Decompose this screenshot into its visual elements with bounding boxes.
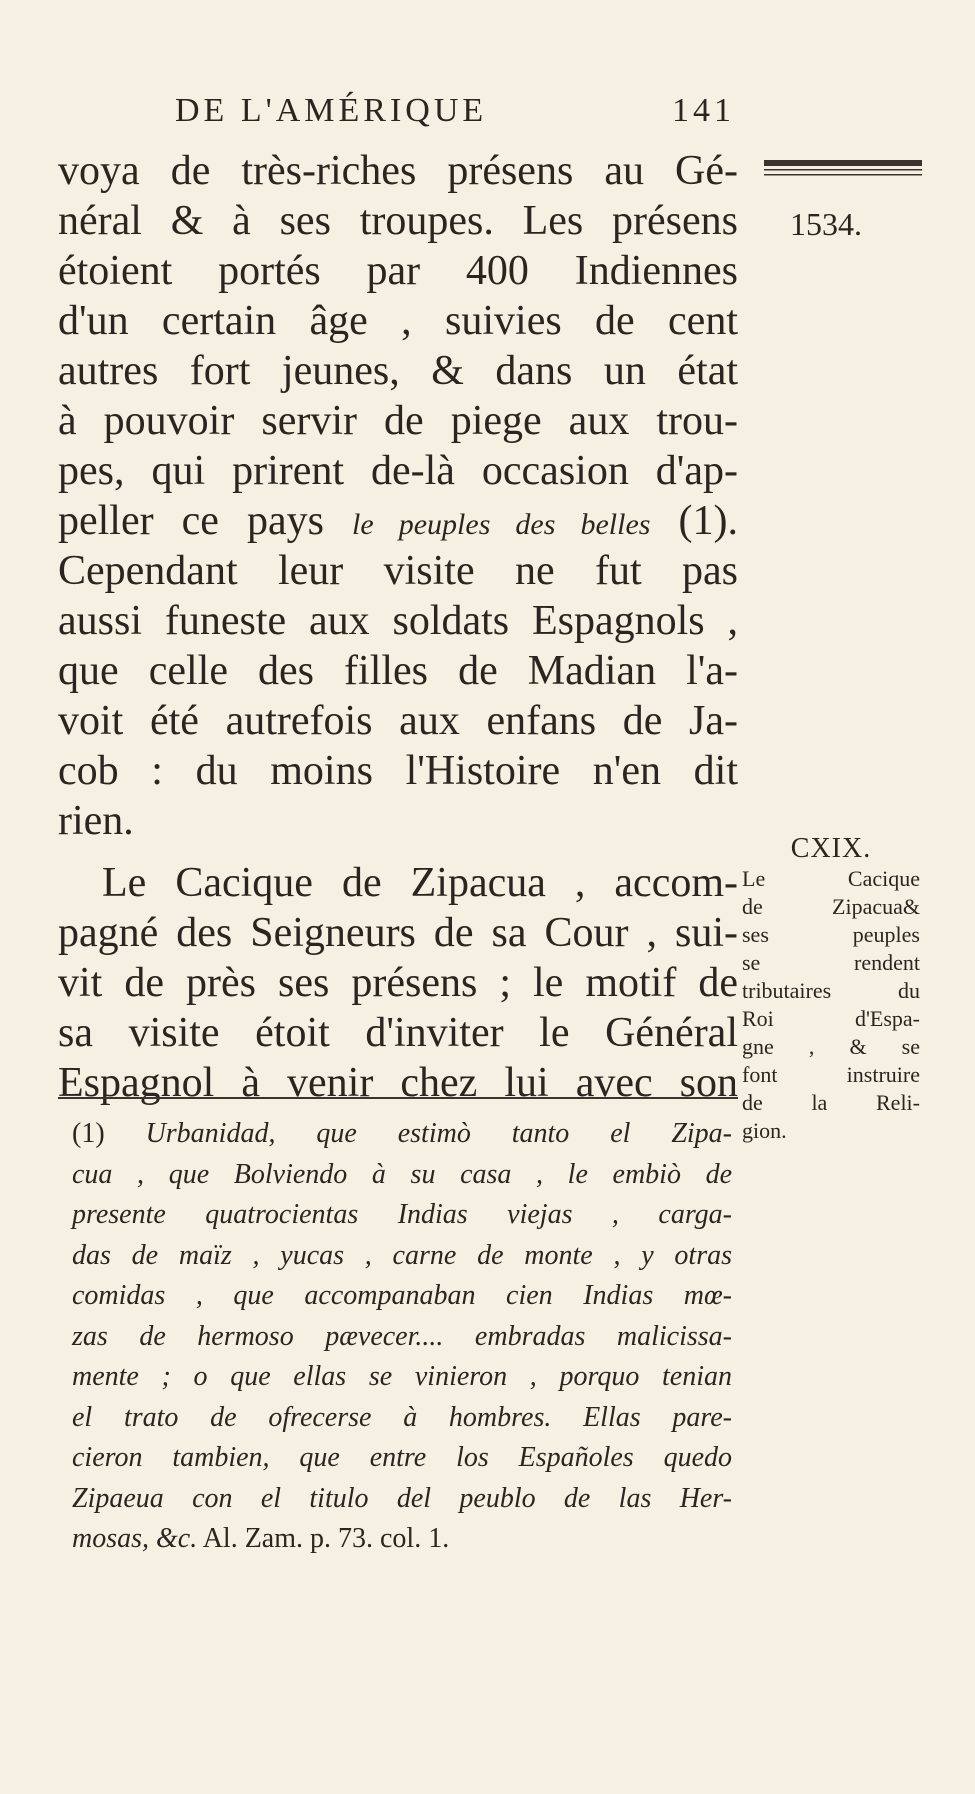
marginal-line: Le Cacique — [742, 866, 920, 891]
text-line: pes, qui prirent de-là occasion d'ap- — [58, 448, 738, 494]
footnote-line: cieron tambien, que entre los Españoles quedo — [72, 1442, 732, 1473]
text-line: voya de très-riches présens au Gé- — [58, 148, 738, 194]
text-line: Le Cacique de Zipacua , accom- — [102, 860, 738, 906]
footnote-line: mente ; o que ellas se vinieron , porquo tenian — [72, 1361, 732, 1392]
running-head — [175, 92, 735, 130]
footnote-line: presente quatrocientas Indias viejas , carga- — [72, 1199, 732, 1230]
footnote-line: el trato de ofrecerse à hombres. Ellas pare- — [72, 1401, 732, 1433]
footnote-line — [72, 1519, 732, 1560]
marginal-line: se rendent — [742, 950, 920, 975]
text-line: que celle des filles de Madian l'a- — [58, 648, 738, 694]
footnote-line: das de maïz , yucas , carne de monte , y otras — [72, 1239, 732, 1271]
text-line: Cependant leur visite ne fut pas — [58, 548, 738, 594]
chapter-number: CXIX. — [790, 833, 872, 864]
text-line: à pouvoir servir de piege aux trou- — [58, 398, 738, 444]
text-line-with-italic — [58, 496, 738, 546]
marginal-line: ses peuples — [742, 922, 920, 947]
margin-year: 1534. — [790, 206, 862, 242]
text-line: aussi funeste aux soldats Espagnols , — [58, 598, 738, 644]
footnote-line — [72, 1114, 732, 1155]
footnote-line: cua , que Bolviendo à su casa , le embiò de — [72, 1158, 732, 1190]
main-text — [58, 146, 738, 1108]
footnote-citation: Al. Zam. p. 73. col. 1. — [197, 1523, 450, 1554]
text-line: étoient portés par 400 Indiennes — [58, 248, 738, 294]
text-line: sa visite étoit d'inviter le Général — [58, 1010, 738, 1056]
text-line: d'un certain âge , suivies de cent — [58, 298, 738, 344]
text-line: rien. — [58, 798, 134, 844]
ornament-rule-icon — [762, 158, 924, 180]
marginal-line: tributaires du — [742, 978, 920, 1003]
page-number: 141 — [672, 92, 735, 129]
text-line: néral & à ses troupes. Les présens — [58, 198, 738, 244]
running-head-title: DE L'AMÉRIQUE — [175, 92, 488, 129]
text-line: vit de près ses présens ; le motif de — [58, 960, 738, 1006]
marginal-line: font instruire — [742, 1062, 920, 1087]
footnote-line: Zipaeua con el titulo del peublo de las Her- — [72, 1482, 732, 1514]
text-line: voit été autrefois aux enfans de Ja- — [58, 698, 738, 744]
text-segment: peller ce pays — [58, 498, 353, 544]
marginal-line: gne , & se — [742, 1034, 920, 1059]
marginal-line: gion. — [742, 1118, 787, 1143]
marginal-line: de Zipacua& — [742, 894, 920, 919]
text-line: cob : du moins l'Histoire n'en dit — [58, 748, 738, 794]
footnote — [72, 1114, 732, 1560]
marginal-note — [742, 835, 920, 1145]
footnote-text: mosas, &c. — [72, 1523, 198, 1554]
text-line: autres fort jeunes, & dans un état — [58, 348, 738, 394]
footnote-reference: (1). — [650, 498, 738, 544]
marginal-line: de la Reli- — [742, 1090, 920, 1115]
footnote-line: zas de hermoso pævecer.... embradas malicissa- — [72, 1320, 732, 1352]
footnote-line: comidas , que accompanaban cien Indias mœ- — [72, 1280, 732, 1311]
footnote-text: Urbanidad, que estimò tanto el Zipa- — [145, 1118, 732, 1149]
text-line: Espagnol à venir chez lui avec son — [58, 1060, 738, 1106]
italic-phrase: le peuples des belles — [352, 508, 651, 541]
footnote-marker: (1) — [72, 1118, 146, 1149]
footnote-divider — [58, 1097, 738, 1099]
text-line: pagné des Seigneurs de sa Cour , sui- — [58, 910, 738, 956]
marginal-line: Roi d'Espa- — [742, 1006, 920, 1031]
